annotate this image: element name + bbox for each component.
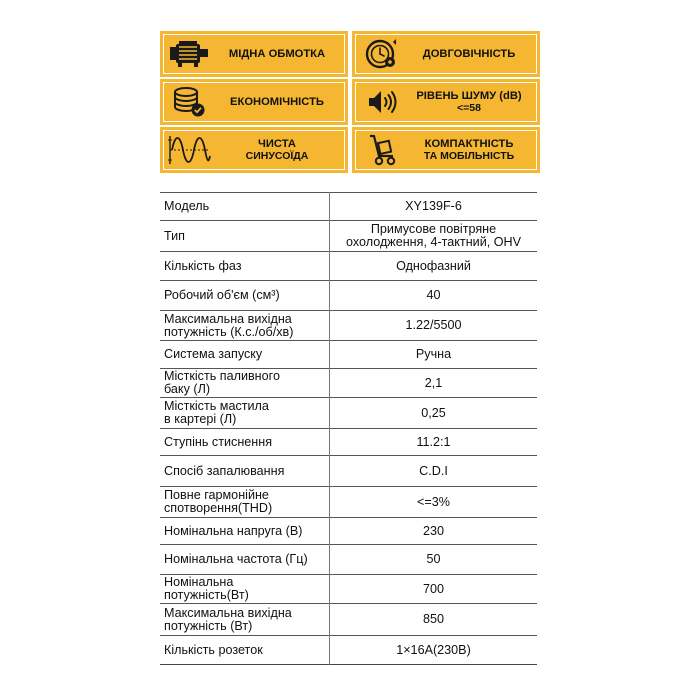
spec-key-line2: спотворення(THD) [164,501,273,515]
feature-label [406,90,536,114]
spec-key-line1: Максимальна вихідна [164,311,292,326]
spec-value: 700 [422,581,444,596]
feature-label-line2: СИНУСОЇДА [245,150,309,162]
table-row [160,311,537,341]
table-row [160,341,537,369]
spec-key: Кількість розеток [160,636,330,665]
spec-key-line1: Місткість мастила [164,399,269,413]
spec-value: 11.2:1 [416,434,451,449]
spec-table [160,192,537,665]
spec-value: Однофазний [396,258,471,273]
table-row [160,545,537,575]
feature-label-line1: КОМПАКТНІСТЬ [424,138,514,150]
table-row [160,221,537,252]
speaker-icon [356,83,406,121]
spec-value-line1: Примусове повітряне [370,222,497,236]
table-row [160,193,537,221]
spec-key-line2: потужність (К.с./об/хв) [164,324,294,339]
spec-value: 1×16A(230В) [396,642,471,657]
table-row [160,398,537,429]
spec-value: XY139F-6 [405,199,462,213]
spec-key [160,487,330,518]
spec-key-line1: Місткість паливного [164,369,280,383]
spec-key-line2: в картері (Л) [164,412,237,426]
spec-value: 50 [426,552,441,566]
spec-key-line1: Повне гармонійне [164,488,269,502]
table-row [160,636,537,665]
spec-key: Номінальна частота (Гц) [160,545,330,575]
feature-noise [352,79,540,125]
feature-economy [160,79,348,125]
spec-key: Тип [160,221,330,252]
spec-key-line1: Максимальна вихідна [164,605,292,620]
feature-tiles [160,31,537,174]
feature-label: ЕКОНОМІЧНІСТЬ [230,96,324,108]
feature-sine [160,127,348,173]
motor-icon [164,35,214,73]
spec-key: Номінальна напруга (В) [160,518,330,545]
table-row [160,281,537,311]
spec-key: Система запуску [160,341,330,369]
spec-value [330,221,538,252]
feature-label: ДОВГОВІЧНІСТЬ [422,48,516,60]
spec-key-line1: Номінальна [164,575,234,589]
spec-value: Ручна [415,347,452,361]
spec-key: Ступінь стиснення [160,429,330,456]
feature-label: МІДНА ОБМОТКА [228,48,326,60]
spec-key [160,604,330,636]
hand-truck-icon [356,131,406,169]
feature-label-line1: РІВЕНЬ ШУМУ (dB) [416,90,522,102]
spec-value: 1.22/5500 [405,318,462,332]
table-row [160,369,537,398]
feature-durability [352,31,540,77]
spec-value: 40 [426,288,441,302]
table-row [160,575,537,604]
spec-value: C.D.I [419,463,448,478]
spec-value: 850 [422,612,444,626]
spec-value: 2,1 [424,375,443,390]
spec-key: Модель [160,193,330,221]
spec-key [160,398,330,429]
feature-compact [352,127,540,173]
spec-key [160,311,330,341]
sine-wave-icon [164,131,214,169]
feature-label-line2: <=58 [457,102,481,114]
spec-value: 0,25 [421,405,446,420]
table-row [160,456,537,487]
spec-key: Кількість фаз [160,252,330,281]
feature-copper-winding [160,31,348,77]
feature-label [214,138,344,162]
spec-value-line2: охолодження, 4-тактний, OHV [345,235,522,249]
feature-label-line2: ТА МОБІЛЬНІСТЬ [423,150,515,162]
table-row [160,487,537,518]
spec-key-line2: баку (Л) [164,382,211,396]
spec-key: Робочий об'єм (см³) [160,281,330,311]
spec-value: <=3% [417,494,450,509]
table-row [160,518,537,545]
spec-key-line2: потужність (Вт) [164,618,253,633]
table-row [160,604,537,636]
spec-key-line2: потужність(Вт) [164,588,249,602]
coin-stack-icon [164,83,214,121]
feature-label-line1: ЧИСТА [258,138,296,150]
table-row [160,252,537,281]
spec-key [160,369,330,398]
spec-value: 230 [422,523,444,538]
table-row [160,429,537,456]
spec-key [160,575,330,604]
spec-key: Спосіб запалювання [160,456,330,487]
feature-label [406,138,536,162]
gear-clock-icon [356,35,406,73]
